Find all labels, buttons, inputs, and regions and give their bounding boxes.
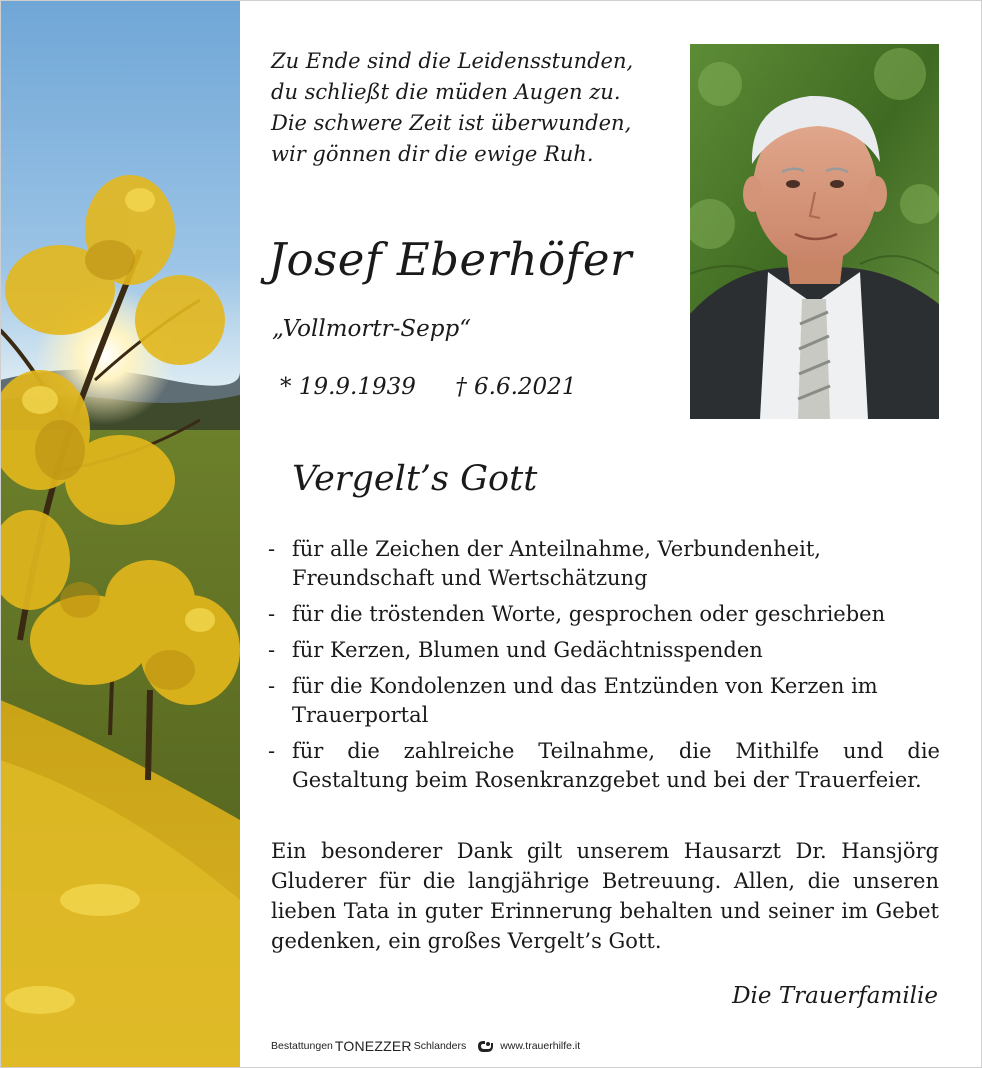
birth-date: * 19.9.1939 [280, 374, 416, 400]
thanks-heading: Vergelt’s Gott [292, 459, 538, 499]
list-item-text: für Kerzen, Blumen und Gedächtnisspenden [292, 638, 763, 662]
list-dash: - [268, 674, 276, 698]
footer-prefix: Bestattungen [271, 1040, 333, 1052]
list-dash: - [268, 602, 276, 626]
list-item-text: für die zahlreiche Teilnahme, die Mithilfe und die Gestaltung beim Rosenkranzgebet und bei der Trauerfeier. [292, 739, 940, 792]
poem-line: Die schwere Zeit ist überwunden, [271, 111, 632, 135]
list-dash: - [268, 638, 276, 662]
list-item-text: für die Kondolenzen und das Entzünden von Kerzen im Trauerportal [292, 674, 878, 727]
family-signature: Die Trauerfamilie [732, 983, 938, 1009]
poem-line: du schließt die müden Augen zu. [271, 80, 621, 104]
closing-paragraph: Ein besonderer Dank gilt unserem Hausarzt Dr. Hansjörg Gluderer für die langjährige Betreuung. Allen, die unseren lieben Tata in guter Erinnerung behalten und seiner im Gebet gedenken, ein großes Vergelt’s Gott. [271, 839, 939, 953]
list-item-text: für alle Zeichen der Anteilnahme, Verbundenheit, Freundschaft und Wertschätzung [292, 537, 821, 590]
list-dash: - [268, 537, 276, 561]
footer-url[interactable]: www.trauerhilfe.it [500, 1040, 581, 1052]
death-date: † 6.6.2021 [455, 374, 577, 400]
funeral-home-brand: TONEZZER [334, 1038, 412, 1054]
deceased-nickname: „Vollmortr-Sepp“ [272, 316, 471, 342]
deceased-name: Josef Eberhöfer [268, 233, 632, 286]
list-item-text: für die tröstenden Worte, gesprochen oder geschrieben [292, 602, 886, 626]
list-dash: - [268, 739, 276, 763]
poem-line: wir gönnen dir die ewige Ruh. [271, 142, 594, 166]
footer-place: Schlanders [413, 1040, 467, 1052]
poem-line: Zu Ende sind die Leidensstunden, [271, 49, 634, 73]
